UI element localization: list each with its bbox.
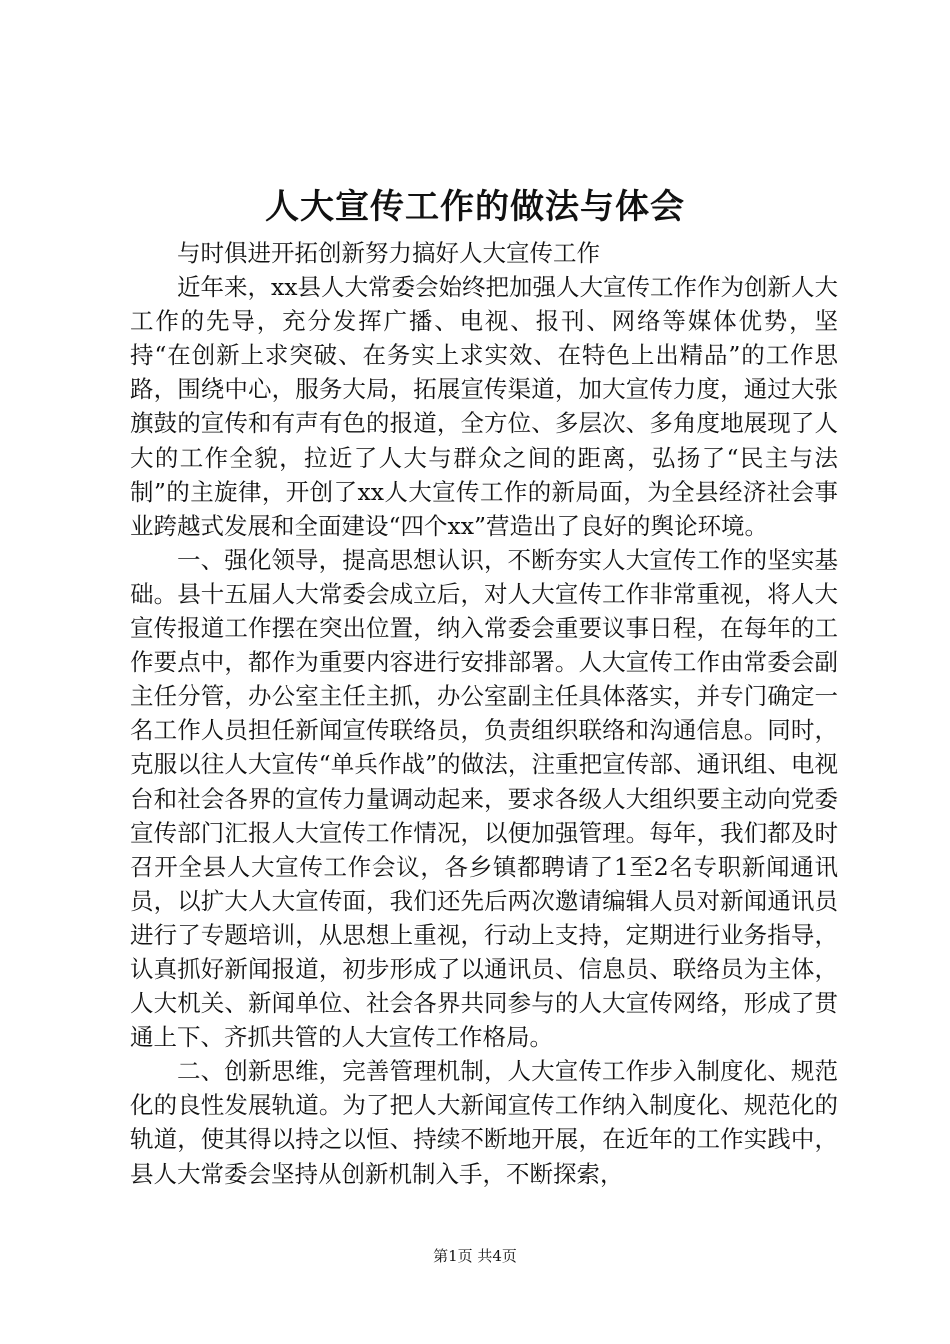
document-title: 人大宣传工作的做法与体会 — [265, 187, 685, 227]
body-paragraph: 一、强化领导，提高思想认识，不断夯实人大宣传工作的坚实基础。县十五届人大常委会成立后，对人大宣传工作非常重视，将人大宣传报道工作摆在突出位置，纳入常委会重要议事日程，在每年的工作要点中，都作为重要内容进行安排部署。人大宣传工作由常委会副主任分管，办公室主任主抓，办公室副主任具体落实，并专门确定一名工作人员担任新闻宣传联络员，负责组织联络和沟通信息。同时，克服以往人大宣传“单兵作战”的做法，注重把宣传部、通讯组、电视台和社会各界的宣传力量调动起来，要求各级人大组织要主动向党委宣传部门汇报人大宣传工作情况，以便加强管理。每年，我们都及时召开全县人大宣传工作会议，各乡镇都聘请了1至2名专职新闻通讯员，以扩大人大宣传面，我们还先后两次邀请编辑人员对新闻通讯员进行了专题培训，从思想上重视，行动上支持，定期进行业务指导，认真抓好新闻报道，初步形成了以通讯员、信息员、联络员为主体，人大机关、新闻单位、社会各界共同参与的人大宣传网络，形成了贯通上下、齐抓共管的人大宣传工作格局。 — [130, 545, 838, 1052]
subtitle-paragraph: 与时俱进开拓创新努力搞好人大宣传工作 — [177, 239, 600, 267]
page-number-footer: 第1页 共4页 — [433, 1247, 517, 1265]
body-paragraph: 二、创新思维，完善管理机制，人大宣传工作步入制度化、规范化的良性发展轨道。为了把人大新闻宣传工作纳入制度化、规范化的轨道，使其得以持之以恒、持续不断地开展，在近年的工作实践中，县人大常委会坚持从创新机制入手，不断探索， — [130, 1057, 838, 1188]
document-body — [130, 236, 838, 1191]
body-paragraph: 近年来，xx县人大常委会始终把加强人大宣传工作作为创新人大工作的先导，充分发挥广播、电视、报刊、网络等媒体优势，坚持“在创新上求突破、在务实上求实效、在特色上出精品”的工作思路，围绕中心，服务大局，拓展宣传渠道，加大宣传力度，通过大张旗鼓的宣传和有声有色的报道，全方位、多层次、多角度地展现了人大的工作全貌，拉近了人大与群众之间的距离，弘扬了“民主与法制”的主旋律，开创了xx人大宣传工作的新局面，为全县经济社会事业跨越式发展和全面建设“四个xx”营造出了良好的舆论环境。 — [130, 273, 839, 540]
